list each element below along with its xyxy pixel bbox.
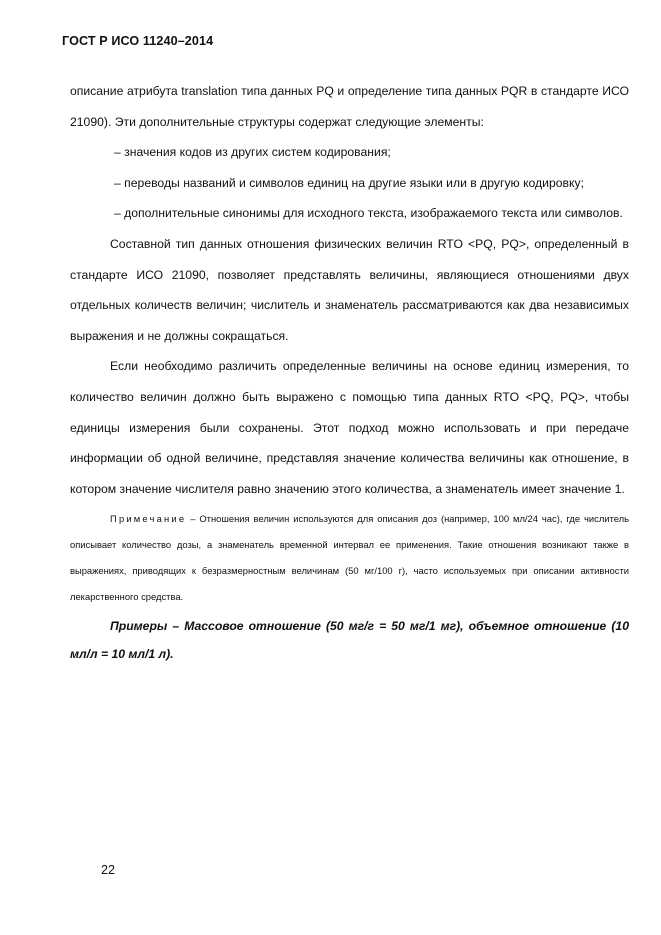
rto-paragraph: Составной тип данных отношения физических величин RTO <PQ, PQ>, определенный в стандарте ИСО 21090, позволяет представлять величины, являющиеся отношениями двух отдельных количеств величин; числитель и знаменатель рассматриваются как два независимых выражения и не должны сокращаться. (70, 236, 629, 343)
distinguish-paragraph: Если необходимо различить определенные величины на основе единиц измерения, то количество величин должно быть выражено с помощью типа данных RTO <PQ, PQ>, чтобы единицы измерения были сохранены. Этот подход можно использовать и при передаче информации об одной величине, представляя значение количества величины как отношение, в котором значение числителя равно значению этого количества, а знаменатель имеет значение 1. (70, 359, 629, 496)
document-header-title: ГОСТ Р ИСО 11240–2014 (62, 34, 214, 48)
example-paragraph: Примеры – Массовое отношение (50 мг/г = 50 мг/1 мг), объемное отношение (10 мл/л = 10 мл/1 л). (70, 618, 629, 661)
intro-paragraph: описание атрибута translation типа данных PQ и определение типа данных PQR в стандарте ИСО 21090). Эти дополнительные структуры содержат следующие элементы: (70, 84, 629, 129)
note-label: Примечание (110, 513, 187, 525)
page-number: 22 (101, 863, 116, 877)
document-body (70, 76, 629, 669)
list-item: – дополнительные синонимы для исходного текста, изображаемого текста или символов. (114, 206, 623, 221)
list-item: – значения кодов из других систем кодирования; (114, 145, 391, 160)
list-item: – переводы названий и символов единиц на другие языки или в другую кодировку; (114, 175, 584, 190)
note-paragraph (70, 506, 629, 609)
note-text: – Отношения величин используются для описания доз (например, 100 мл/24 час), где числитель описывает количество дозы, а знаменатель временной интервал ее применения. Такие отношения возникают также в выражениях, приводящих к безразмерностным величинам (50 мг/100 г), часто используемых при описании активности лекарственного средства. (70, 513, 629, 602)
